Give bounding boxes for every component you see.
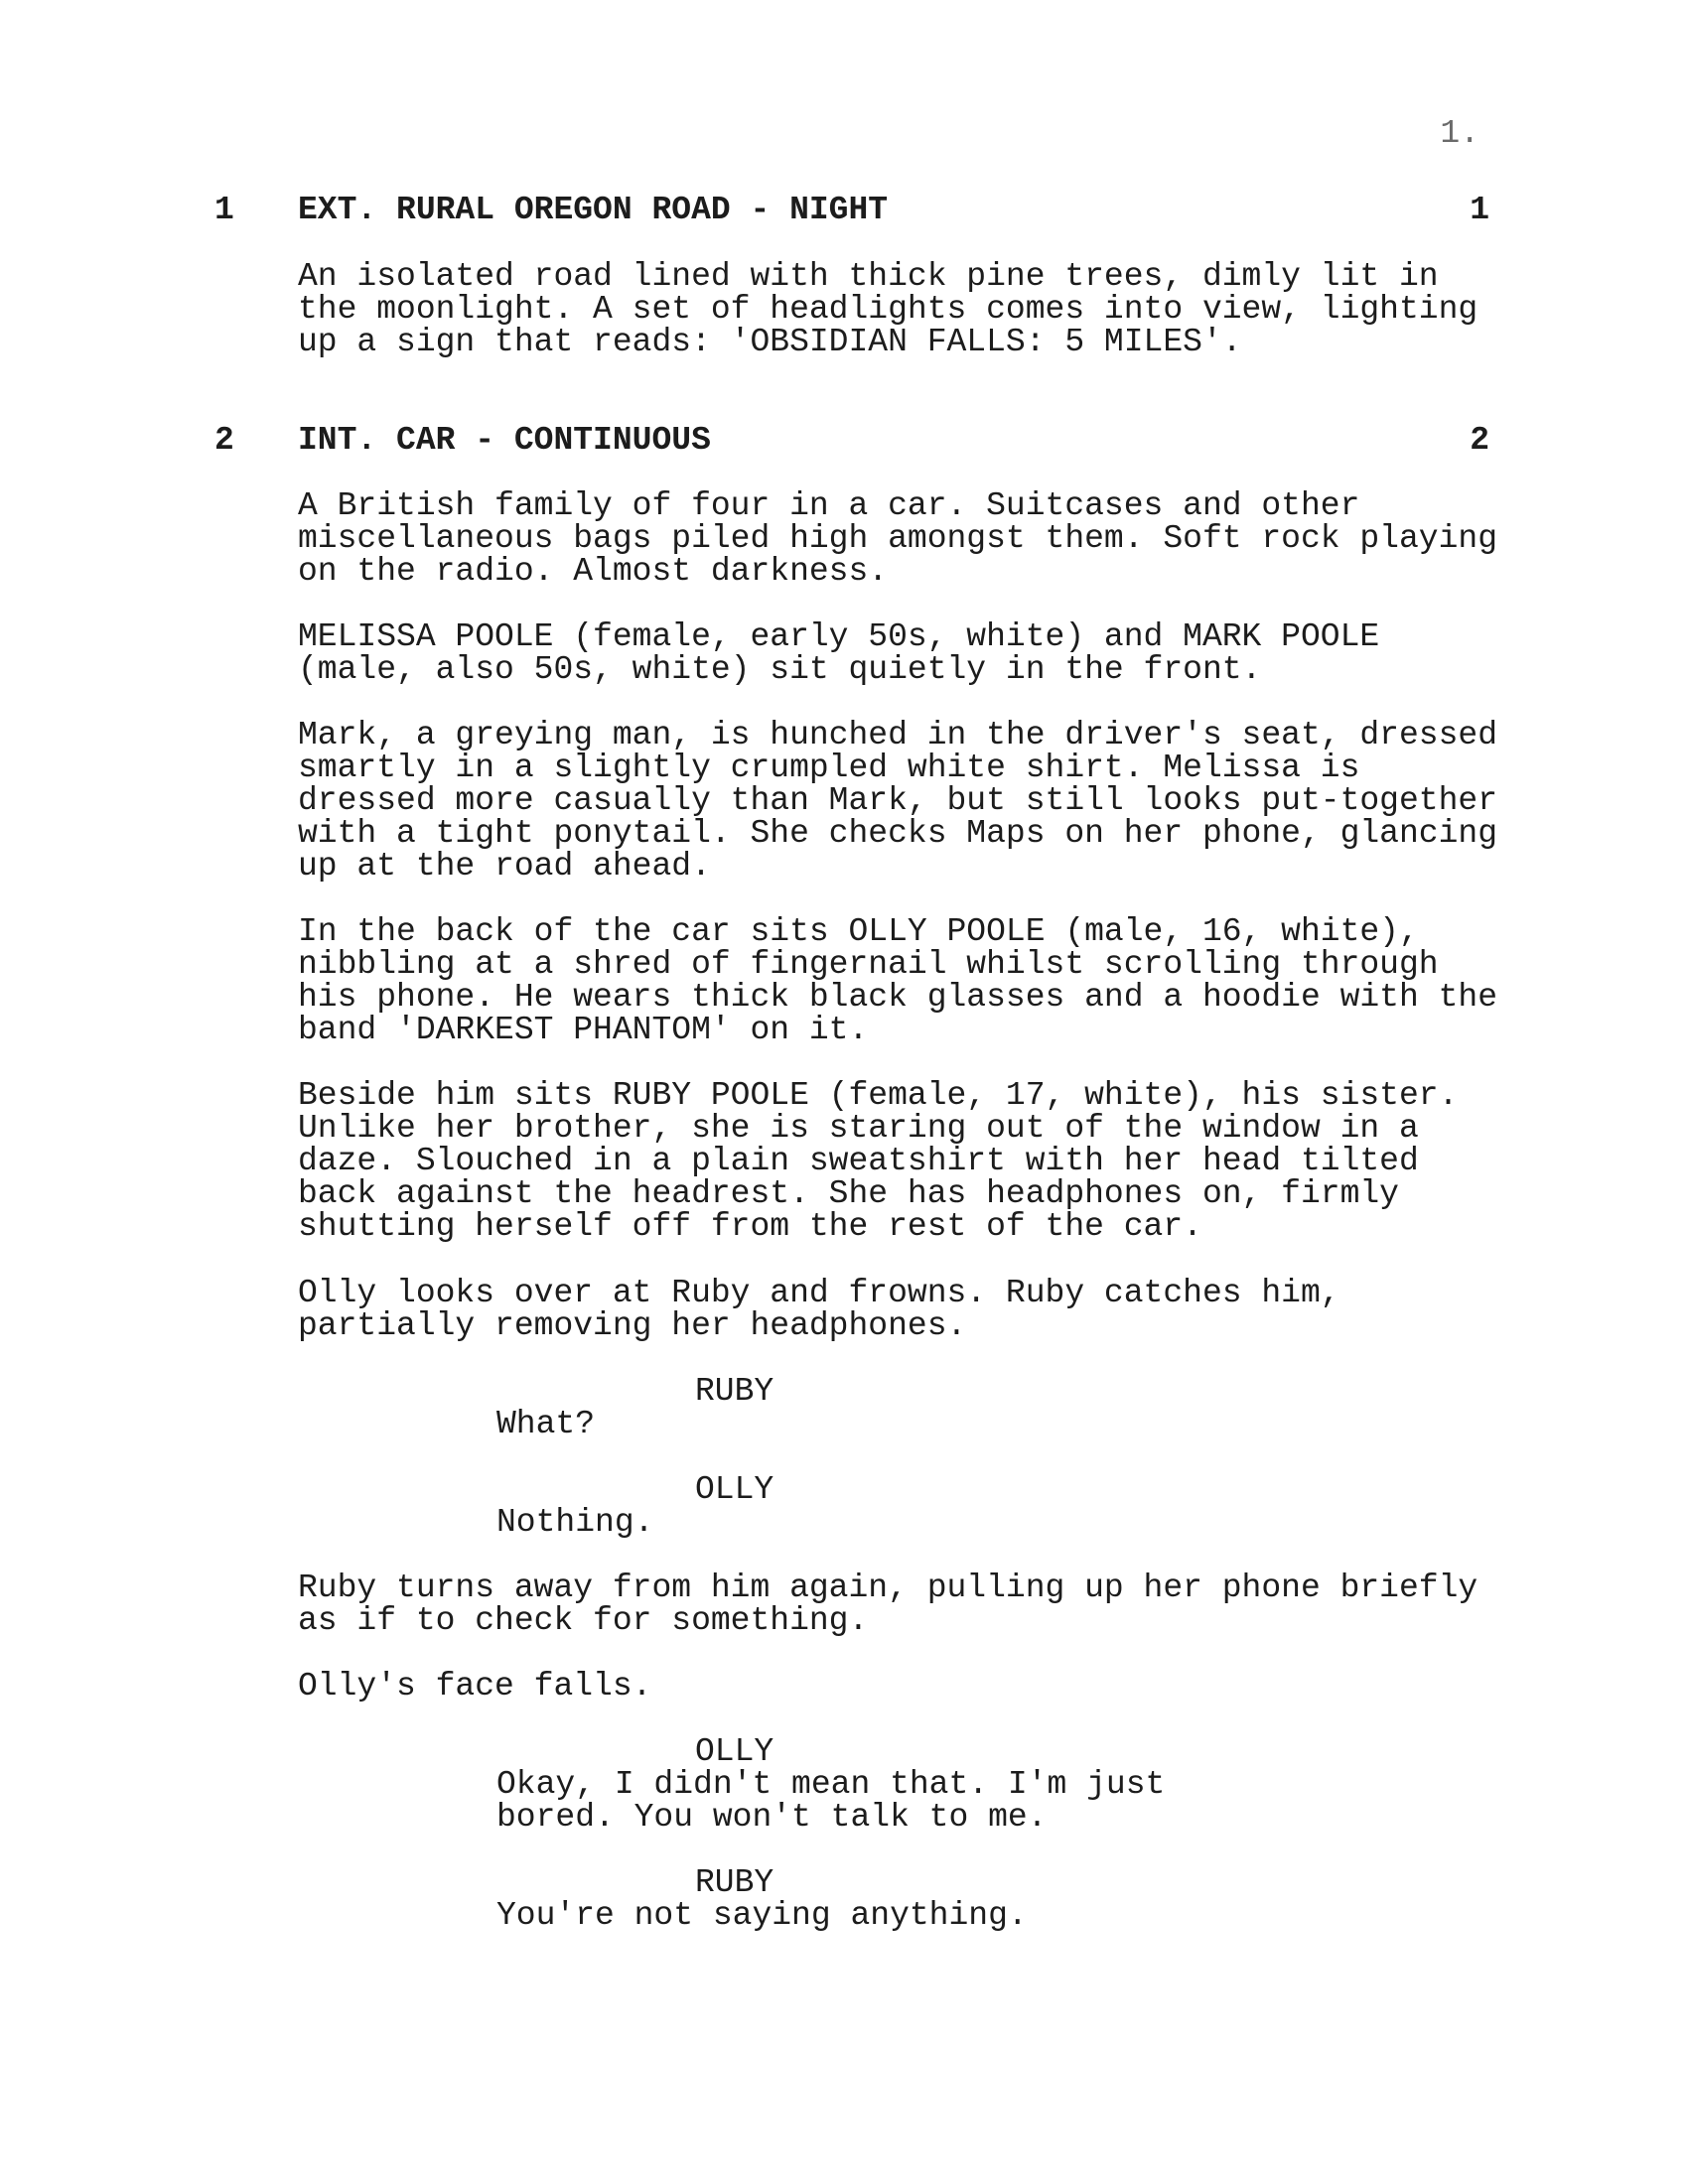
action-text: In the back of the car sits OLLY POOLE (male, 16, white), nibbling at a shred of fingernail whilst scrolling through his phone. He wears thick black glasses and a hoodie with the band 'DARKEST PHANTOM' on it. (298, 913, 1497, 1048)
scene-number-left: 1 (214, 192, 234, 228)
scene-number-left: 2 (214, 422, 234, 459)
scene-heading-1 (0, 194, 1688, 233)
dialogue-line: Nothing. (496, 1504, 654, 1541)
action-text: Olly looks over at Ruby and frowns. Ruby catches him, partially removing her headphones. (298, 1275, 1340, 1344)
dialogue-line: You're not saying anything. (496, 1897, 1028, 1934)
action-text: Beside him sits RUBY POOLE (female, 17, white), his sister. Unlike her brother, she is staring out of the window in a daze. Slouched in a plain sweatshirt with her head tilted back against the headrest. She has headphones on, firmly shutting herself off from the rest of the car. (298, 1077, 1459, 1245)
action-text: Olly's face falls. (298, 1668, 652, 1705)
action-text: An isolated road lined with thick pine trees, dimly lit in the moonlight. A set of headlights comes into view, lighting up a sign that reads: 'OBSIDIAN FALLS: 5 MILES'. (298, 258, 1478, 360)
scene-number-right: 2 (1470, 422, 1489, 459)
page-number: 1. (1440, 115, 1479, 152)
character-cue: RUBY (695, 1373, 774, 1410)
scene-number-right: 1 (1470, 192, 1489, 228)
character-cue: RUBY (695, 1864, 774, 1901)
action-text: A British family of four in a car. Suitcases and other miscellaneous bags piled high amongst them. Soft rock playing on the radio. Almost darkness. (298, 487, 1497, 590)
dialogue-line: What? (496, 1406, 596, 1442)
scene-slug: EXT. RURAL OREGON ROAD - NIGHT (298, 192, 889, 228)
dialogue-line: Okay, I didn't mean that. I'm just bored. You won't talk to me. (496, 1766, 1166, 1836)
action-text: MELISSA POOLE (female, early 50s, white) and MARK POOLE (male, also 50s, white) sit quietly in the front. (298, 618, 1380, 688)
action-text: Mark, a greying man, is hunched in the driver's seat, dressed smartly in a slightly crumpled white shirt. Melissa is dressed more casually than Mark, but still looks put-together with a tight ponytail. She checks Maps on her phone, glancing up at the road ahead. (298, 717, 1497, 885)
scene-heading-2 (0, 424, 1688, 464)
character-cue: OLLY (695, 1733, 774, 1770)
character-cue: OLLY (695, 1471, 774, 1508)
action-text: Ruby turns away from him again, pulling up her phone briefly as if to check for something. (298, 1570, 1478, 1639)
scene-slug: INT. CAR - CONTINUOUS (298, 422, 711, 459)
